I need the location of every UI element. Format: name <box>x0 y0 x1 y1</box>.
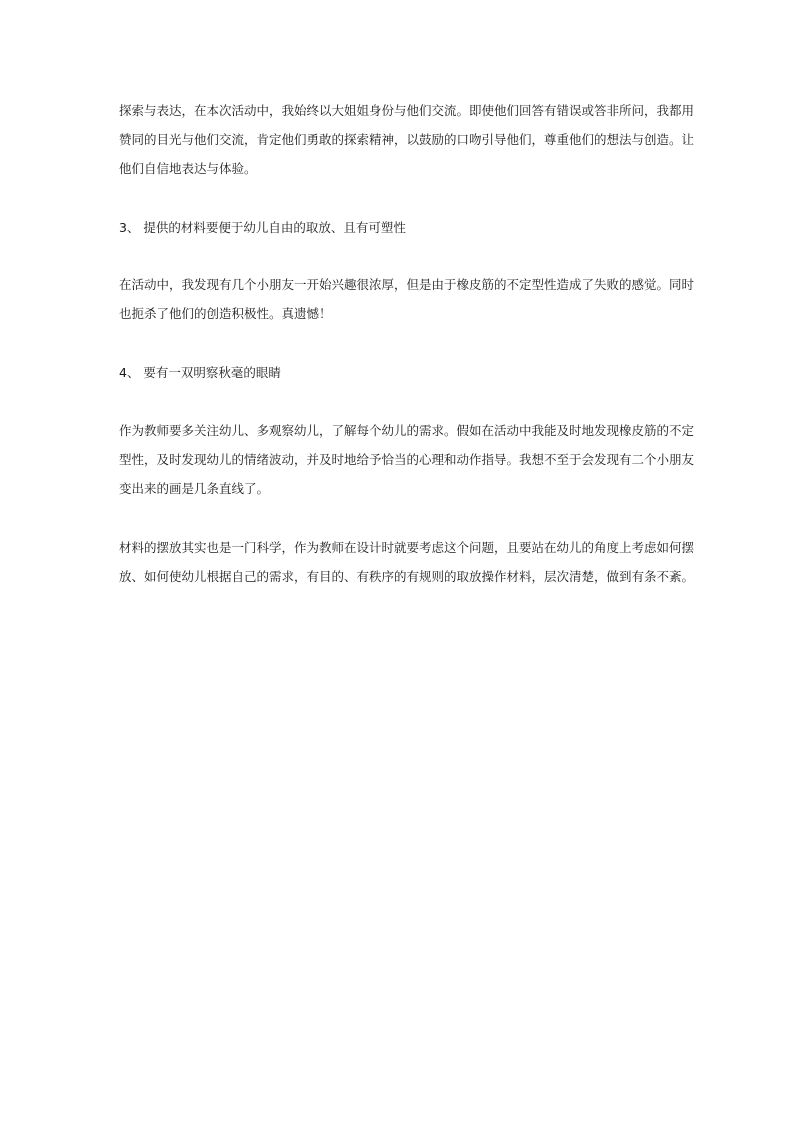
paragraph-observation <box>119 416 695 503</box>
paragraph-arrangement <box>119 533 695 591</box>
paragraph-line: 赞同的目光与他们交流，肯定他们勇敢的探索精神，以鼓励的口吻引导他们，尊重他们的想法与创造。让 <box>119 132 695 147</box>
section-heading-4 <box>119 358 679 387</box>
heading-text: 3、 提供的材料要便于幼儿自由的取放、且有可塑性 <box>119 220 406 235</box>
section-heading-3 <box>119 213 679 242</box>
paragraph-exploration <box>119 96 695 183</box>
paragraph-materials <box>119 270 695 328</box>
paragraph-line: 放、如何使幼儿根据自己的需求，有目的、有秩序的有规则的取放操作材料，层次清楚，做到有条不紊。 <box>119 569 695 584</box>
paragraph-line: 变出来的画是几条直线了。 <box>119 481 270 496</box>
paragraph-line: 也扼杀了他们的创造积极性。真遗憾！ <box>119 306 332 321</box>
paragraph-line: 型性，及时发现幼儿的情绪波动，并及时地给予恰当的心理和动作指导。我想不至于会发现有二个小朋友 <box>119 452 695 467</box>
paragraph-line: 探索与表达，在本次活动中，我始终以大姐姐身份与他们交流。即使他们回答有错误或答非所问，我都用 <box>119 103 695 118</box>
paragraph-line: 材料的摆放其实也是一门科学，作为教师在设计时就要考虑这个问题，且要站在幼儿的角度上考虑如何摆 <box>119 540 695 555</box>
paragraph-line: 在活动中，我发现有几个小朋友一开始兴趣很浓厚，但是由于橡皮筋的不定型性造成了失败的感觉。同时 <box>119 277 695 292</box>
paragraph-line: 他们自信地表达与体验。 <box>119 161 257 176</box>
heading-text: 4、 要有一双明察秋毫的眼睛 <box>119 365 281 380</box>
paragraph-line: 作为教师要多关注幼儿、多观察幼儿，了解每个幼儿的需求。假如在活动中我能及时地发现橡皮筋的不定 <box>119 423 695 438</box>
